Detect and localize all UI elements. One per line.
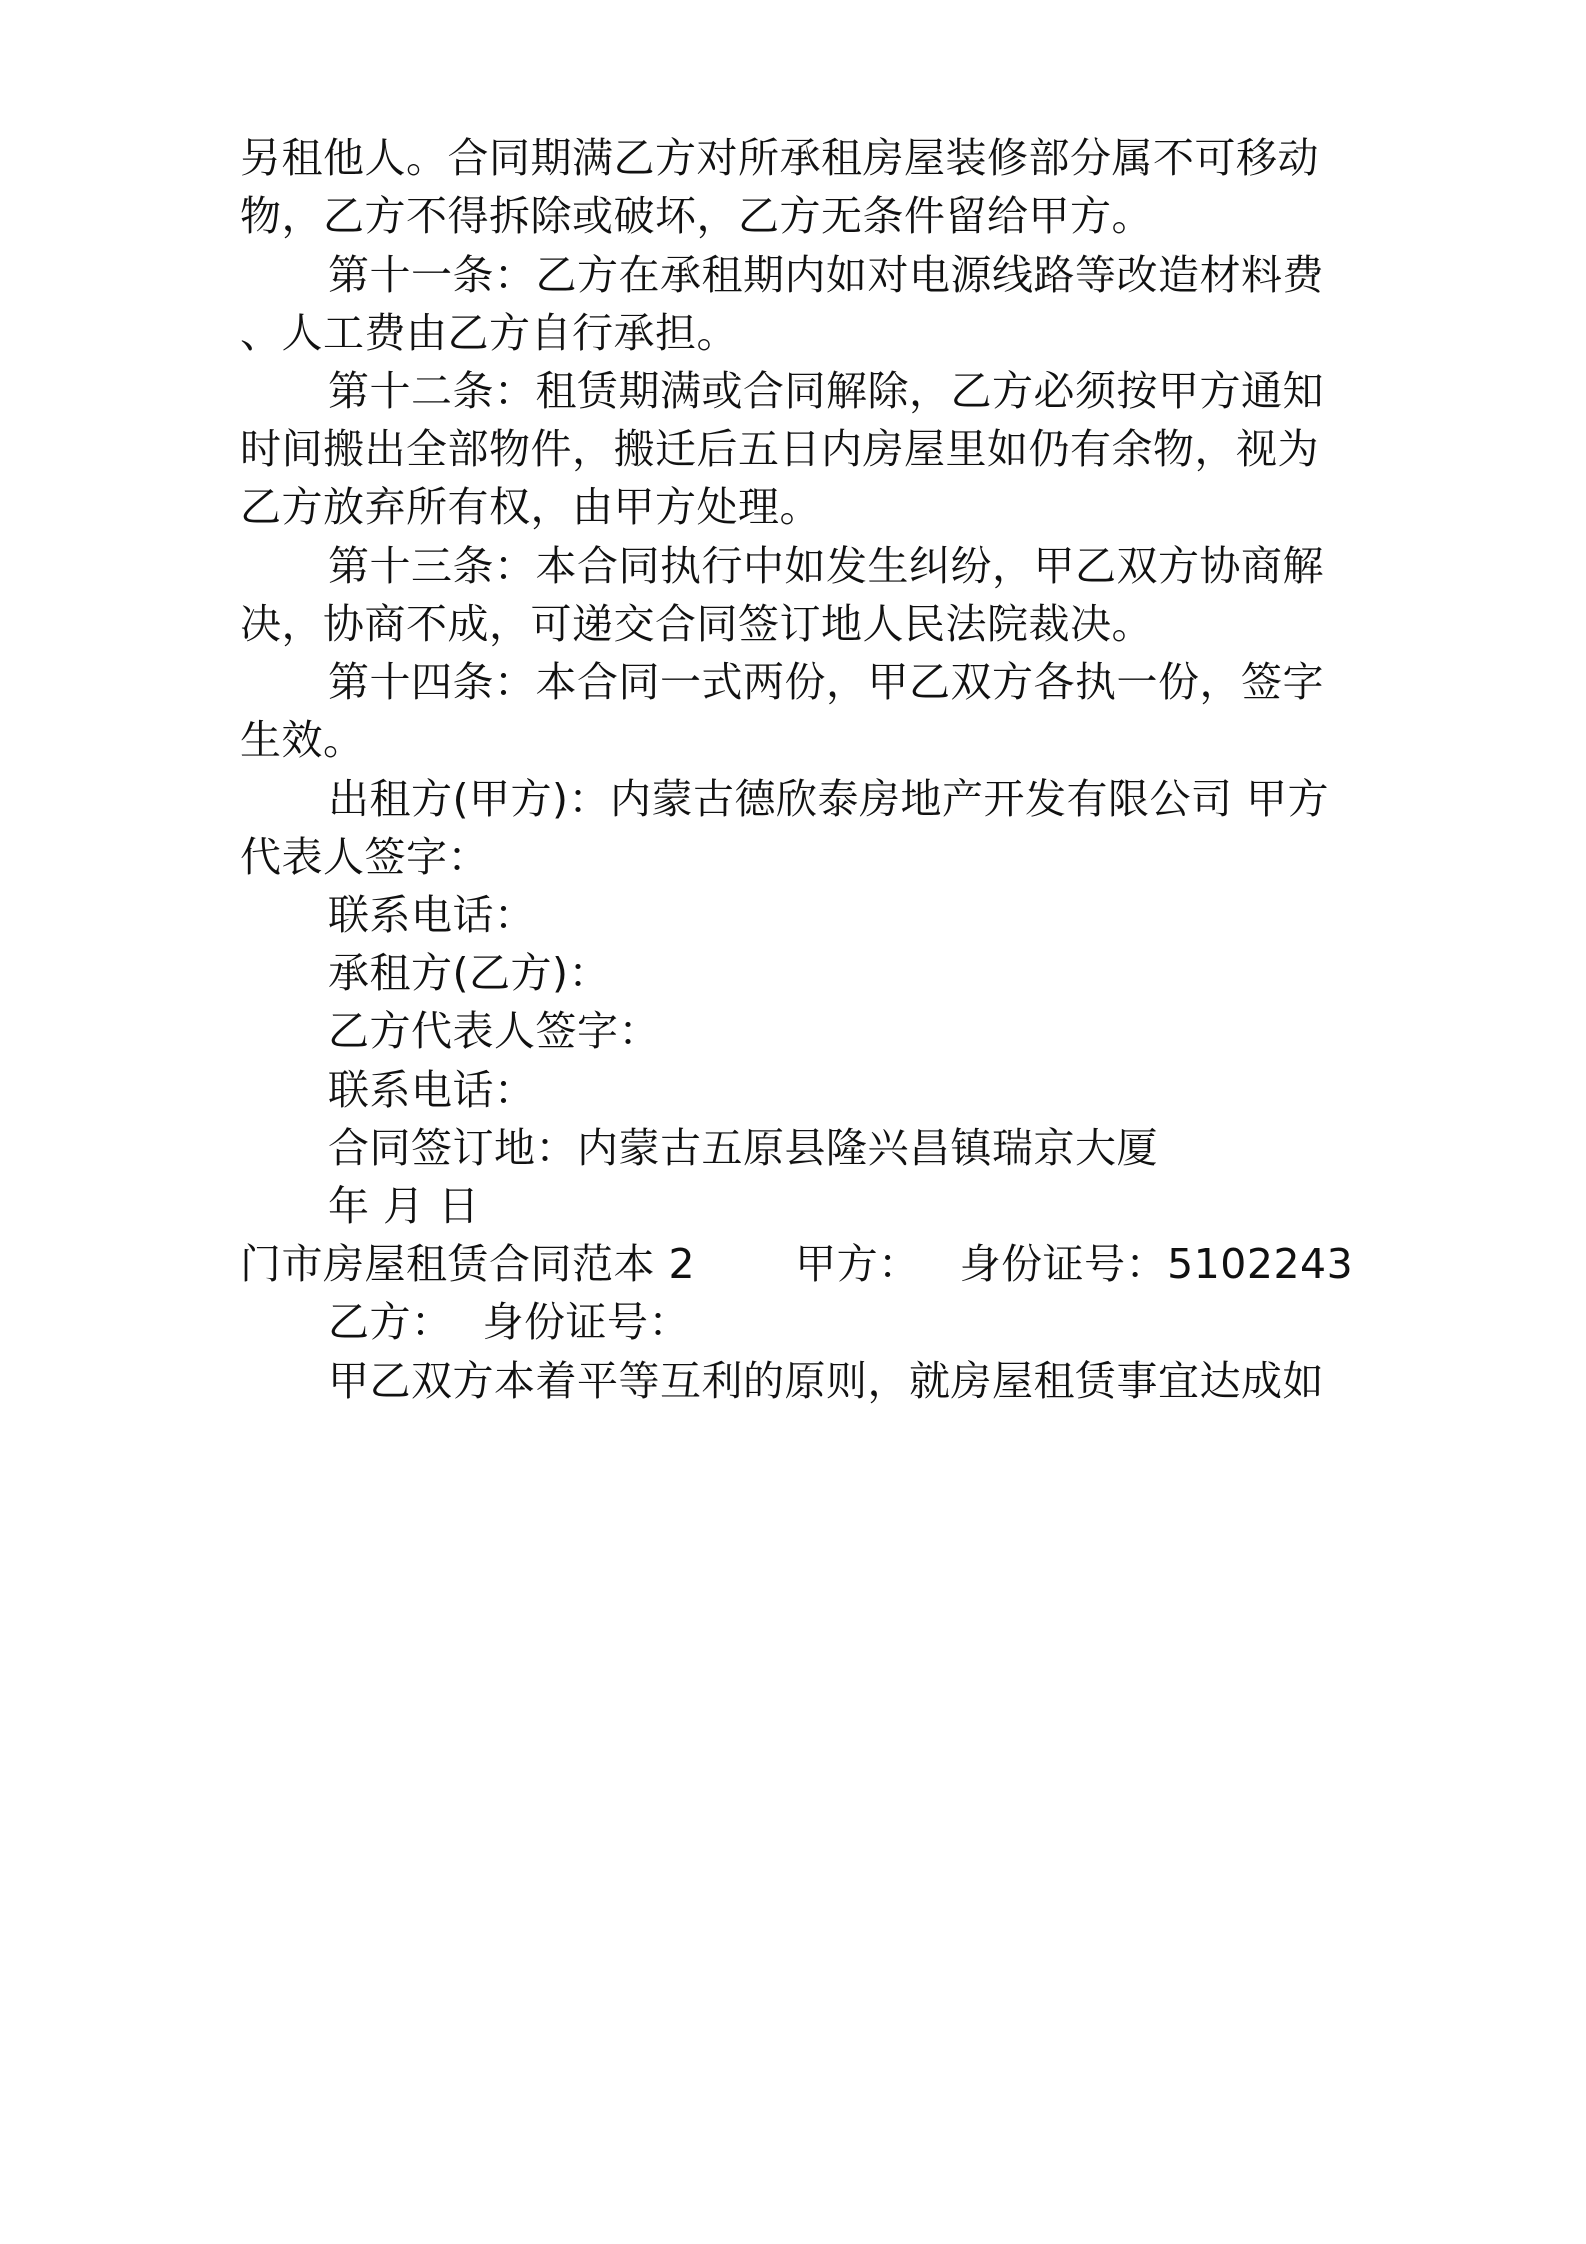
contact-phone-a: 联系电话： [328,891,536,939]
text-line: 决，协商不成，可递交合同签订地人民法院裁决。 [240,600,1153,648]
party-a-id: 身份证号：5102243 [959,1240,1354,1288]
party-b-id: 身份证号： [482,1298,690,1346]
clause-14: 第十四条：本合同一式两份，甲乙双方各执一份，签字 [328,658,1324,706]
party-b-label: 乙方： [328,1298,453,1346]
text-line: 时间搬出全部物件，搬迁后五日内房屋里如仍有余物，视为 [240,425,1319,473]
date-line: 年 月 日 [328,1182,480,1230]
text-line: 代表人签字： [240,833,489,881]
lessee-line: 承租方(乙方)： [328,949,610,997]
clause-12: 第十二条：租赁期满或合同解除，乙方必须按甲方通知 [328,367,1324,415]
clause-11: 第十一条：乙方在承租期内如对电源线路等改造材料费 [328,251,1324,299]
text-line: 物，乙方不得拆除或破坏，乙方无条件留给甲方。 [240,192,1153,240]
text-line: 生效。 [240,716,365,764]
lessor-line: 出租方(甲方)：内蒙古德欣泰房地产开发有限公司 甲方 [328,775,1330,823]
party-b-signature: 乙方代表人签字： [328,1007,660,1055]
contract-heading-line [240,1239,1360,1289]
contract-title: 门市房屋租赁合同范本 2 [240,1240,696,1288]
text-line: 乙方放弃所有权，由甲方处理。 [240,483,821,531]
text-line: 另租他人。合同期满乙方对所承租房屋装修部分属不可移动 [240,134,1319,182]
party-b-line [328,1297,1360,1347]
intro-line: 甲乙双方本着平等互利的原则，就房屋租赁事宜达成如 [328,1357,1324,1405]
text-line: 、人工费由乙方自行承担。 [240,309,738,357]
party-a-label: 甲方： [795,1240,920,1288]
clause-13: 第十三条：本合同执行中如发生纠纷，甲乙双方协商解 [328,542,1324,590]
signing-place: 合同签订地：内蒙古五原县隆兴昌镇瑞京大厦 [328,1124,1158,1172]
contact-phone-b: 联系电话： [328,1066,536,1114]
